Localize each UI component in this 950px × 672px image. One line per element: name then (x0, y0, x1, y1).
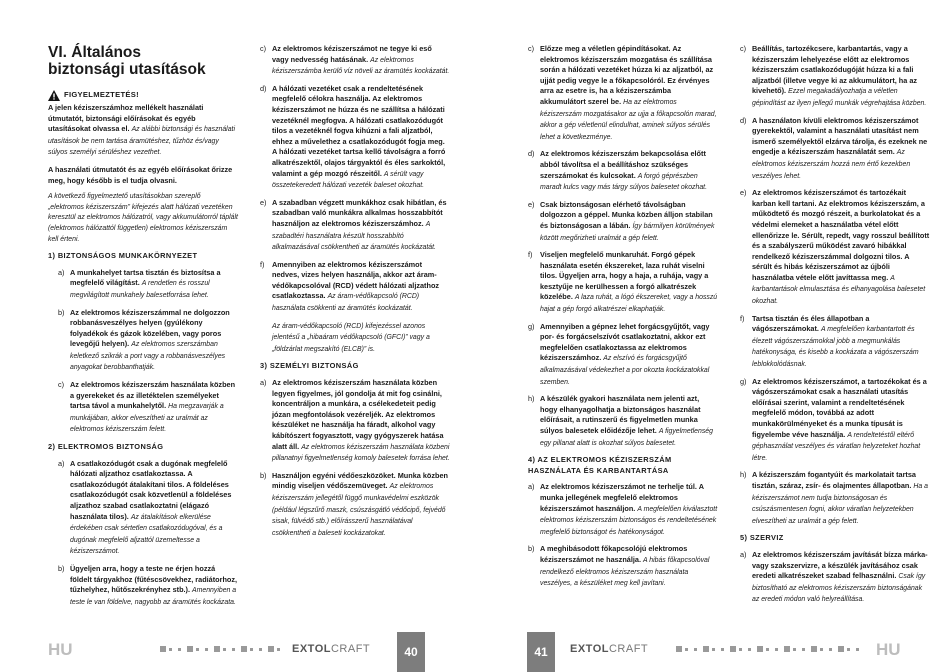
footer-dot (775, 648, 778, 651)
list-item (260, 378, 450, 465)
item-italic: Az elektromos kéziszerszám jellegétől függő munkavédelmi eszközök (például légszűrő maszk, csúszásgátló védőcipő, fejvédő sisak, fülvédő stb.) előírásszerű használatával csökkentheti a baleseti kockázatokat. (272, 483, 446, 537)
item-letter: c) (740, 44, 747, 53)
list-item (260, 471, 450, 540)
footer-dot (730, 646, 736, 652)
item-italic: Így bármilyen körülmények között megőrizheti uralmát a gép felett. (540, 222, 715, 242)
item-letter: c) (58, 380, 65, 390)
item-bold: Az elektromos kéziszerszám bekapcsolása előtt abból távolítsa el a beállításhoz szükséges szerszámokat és kulcsokat. (540, 149, 706, 180)
item-letter: a) (740, 549, 747, 559)
item-letter: e) (260, 197, 267, 207)
item-bold: A meghibásodott főkapcsolójú elektromos kéziszerszámot ne használja. (540, 544, 688, 564)
list-item (740, 550, 930, 606)
footer-dot (685, 648, 688, 651)
item-bold: Ügyeljen arra, hogy a teste ne érjen hozzá földelt tárgyakhoz (fűtéscsövekhez, radiátorhoz, tűzhelyhez, hűtőszekrényhez stb.). (70, 563, 238, 595)
footer-dot (205, 648, 208, 651)
footer-dot (277, 648, 280, 651)
item-italic: A megfelelően karbantartott és élezett vágószerszámokkal jobb a megmunkálás hatékonysága, és kisebb a kockázata a vágószerszám leblokkolódásnak. (752, 326, 919, 369)
footer-dot (820, 648, 823, 651)
section-2-title: 2) ELEKTROMOS BIZTONSÁG (48, 442, 164, 452)
section-4-title: 4) AZ ELEKTROMOS KÉZISZERSZÁM HASZNÁLATA ÉS KARBANTARTÁSA (528, 455, 672, 475)
list-item (528, 322, 718, 389)
item-italic: A sérült vagy összetekeredett hálózati vezeték baleset okozhat. (272, 170, 425, 190)
footer-dot (721, 648, 724, 651)
item-italic: Az elektromos kéziszerszám hozzá nem értő kezekben veszélyes lehet. (752, 149, 911, 180)
item-italic: Az átalakítások elkerülése érdekében csak sértetlen csatlakozódugóval, és a dugónak megfelelő aljzattól üzemeltesse a kéziszerszámot. (70, 513, 223, 556)
item-bold: A hálózati vezetéket csak a rendeltetésének megfelelő célokra használja. Az elektromos kéziszerszámot ne húzza és ne szállítsa a hálózati vezetéknél megfogva. A hálózati csatlakozódugót tilos a vezetéknél fogva kihúzni a fali aljzatból, ehhez a művelethez a csatlakozódugót fogja meg. A hálózati vezetéket tartsa kellő távolságra a forró alkatrészektől, olajos tárgyaktól és éles sarkoktól, valamint a gép mozgó részeitől. (272, 83, 446, 178)
list-item (260, 44, 450, 78)
footer-dot (676, 646, 682, 652)
brand-logo-right (570, 643, 648, 655)
item-bold: Az elektromos kéziszerszám használata közben legyen figyelmes, jól gondolja át mit fog csinálni, koncentráljon a munkára, a csélekedeteit pedig józan megfontolások vezéreljék. Az elektromos készüléket ne használja ha fáradt, alkohol vagy kábítószert fogyasztott, vagy gyógyszerek hatása alatt áll. (272, 378, 444, 451)
intro-bold: A jelen kéziszerszámhoz mellékelt használati útmutatót, biztonsági előírásokat és egyéb utasításokat olvassa el. (48, 103, 204, 134)
item-italic: A figyelmetlenség egy pillanat alatt is okozhat súlyos balesetet. (540, 428, 713, 447)
item-italic: Az áram-védőkapcsoló (RCD) használata csökkenti az áramütés kockázatát. (272, 293, 420, 313)
list-item (48, 268, 238, 302)
list-item (528, 544, 718, 589)
item-letter: a) (260, 378, 267, 388)
item-italic: Ha megzavarják a munkájában, akkor elveszítheti az uralmát az elektromos kéziszerszám felett. (70, 403, 224, 434)
item-letter: f) (260, 259, 265, 269)
item-bold: Amennyiben a gépnez lehet forgácsgyűjtőt, vagy por- és forgácselszívót csatlakoztatni, akkor ezt megfelelően csatlakoztassa az elektromos kéziszerszámhoz. (540, 321, 710, 363)
item-bold: A kéziszerszám fogantyúit és markolatait tartsa tisztán, száraz, zsír- és olajmentes állapotban. (752, 470, 916, 490)
item-bold: Csak biztonságosan elérhető távolságban dolgozzon a géppel. Munka közben álljon stabilan és biztonságosan a lábán. (540, 199, 713, 230)
item-letter: b) (58, 307, 65, 317)
brand-bold: EXTOL (292, 643, 331, 655)
left-page-column-1 (48, 44, 238, 614)
section-3-title: 3) SZEMÉLYI BIZTONSÁG (260, 361, 359, 371)
list-item (528, 200, 718, 244)
item-italic: A hibás főkapcsolóval rendelkező elektromos kéziszerszám használata veszélyes, a készüléket meg kell javítani. (540, 556, 710, 588)
footer-dot (847, 648, 850, 651)
list-item (740, 116, 930, 183)
item-letter: e) (528, 199, 535, 209)
item-italic: Ezzel megakadályozhatja a véletlen gépindítást az ilyen jellegű munkák végrehajtása közben. (752, 88, 927, 107)
page-number-left: 40 (397, 632, 425, 672)
footer-dot (214, 646, 220, 652)
footer-dot (694, 648, 697, 651)
footer-dot (178, 648, 181, 651)
item-letter: d) (528, 149, 535, 159)
item-italic: A megfelelően kiválasztott elektromos kéziszerszám biztonságos és rendeltetésének megfelelő biztonságot és hatékonyságot. (540, 505, 718, 536)
footer-dot (802, 648, 805, 651)
item-bold: Az elektromos kéziszerszám használata közben a gyerekeket és az illetéktelen személyeket tartsa távol a munkahelytől. (70, 380, 236, 411)
brand-bold: EXTOL (570, 643, 609, 655)
item-bold: A csatlakozódugót csak a dugónak megfelelő hálózati aljzathoz csatlakoztassa. A csatlakozódugót átalakítani tilos. A földeléses csatlakozódugót csak közvetlenül a földeléses aljzathoz szabad csatlakoztatni (elágazó használata tilos). (70, 458, 232, 521)
item-letter: a) (58, 267, 65, 277)
item-bold: Az elektromos kéziszerszám javítását bízza márka- vagy szakszervizre, a készülék javításához csak eredeti alkatrészeket szabad felhasználni. (752, 549, 928, 581)
title-line-1: VI. Általános (48, 44, 142, 61)
list-item (528, 149, 718, 193)
list-item (260, 260, 450, 315)
item-letter: a) (528, 482, 535, 492)
right-page-column-2 (740, 44, 930, 612)
definition-text: A következő figyelmeztető utasításokban szereplő „elektromos kéziszerszám” kifejezés alatt hálózati vezetéken keresztül az elektromos hálózatról, vagy akkumulátorról táplált (elektromos hálózattól független) elektromos kéziszerszám kell érteni. (48, 193, 238, 243)
footer-dot (241, 646, 247, 652)
item-bold: A szabadban végzett munkákhoz csak hibátlan, és szabadban való munkákra alkalmas hosszabbítót használjon az elektromos kéziszerszámhoz. (272, 197, 447, 228)
item-bold: A munkahelyet tartsa tisztán és biztosítsa a megfelelő világítást. (70, 267, 221, 288)
footer-dot (712, 648, 715, 651)
item-letter: h) (528, 394, 535, 404)
footer-dot (259, 648, 262, 651)
footer-dot (187, 646, 193, 652)
footer-dot (793, 648, 796, 651)
item-letter (260, 321, 272, 356)
brand-light: CRAFT (330, 643, 371, 655)
footer-dot (169, 648, 172, 651)
list-item (48, 459, 238, 558)
footer-dot (811, 646, 817, 652)
list-item (48, 564, 238, 608)
list-item (260, 198, 450, 254)
item-letter: e) (740, 188, 747, 198)
warning-label: FIGYELMEZTETÉS! (64, 90, 139, 100)
item-bold: Az elektromos kéziszerszámot ne tegye ki eső vagy nedvesség hatásának. (272, 44, 432, 64)
list-item (740, 44, 930, 110)
list-item (528, 482, 718, 538)
item-italic: Az áram-védőkapcsoló (RCD) kifejezéssel azonos jelentésű a „hibaáram védőkapcsoló (GFCI)” vagy a „földzárlat megszakító (ELCB)” is. (272, 322, 430, 353)
section-5-title: 5) SZERVIZ (740, 533, 784, 543)
brand-logo-left (292, 643, 370, 655)
item-bold: Viseljen megfelelő munkaruhát. Forgó gépek használata esetén ékszereket, laza ruhát viselni tilos. Ügyeljen arra, hogy a haja, a ruhája, vagy a kesztyűje ne kerülhessen a forgó alkatrészek közelébe. (540, 250, 709, 302)
item-letter: c) (260, 44, 267, 53)
warning-icon (48, 90, 60, 101)
item-italic: Az elektromos szerszámban keletkező szikrák a port vagy a robbanásveszélyes anyagokat berobbanthatják. (70, 341, 226, 372)
list-item (528, 44, 718, 143)
footer-dot (196, 648, 199, 651)
item-italic: A rendetlen és rosszul megvilágított munkahely balesetforrása lehet. (70, 280, 210, 299)
item-letter: f) (740, 313, 745, 323)
item-bold: Az elektromos kéziszerszámmal ne dolgozzon robbanásveszélyes helyen (gyúlékony folyadékok és gázok közelében, vagy poros levegőjű helyen). (70, 307, 230, 349)
item-italic: A laza ruhát, a lógó ékszereket, vagy a hosszú hajat a gép forgó alkatrészei elkaphatják. (540, 294, 718, 314)
footer-dot (739, 648, 742, 651)
item-italic: A karbantartások elmulasztása és elhanyagolása balesetet okozhat. (752, 274, 926, 306)
left-page-column-2 (260, 44, 450, 545)
list-item (740, 188, 930, 308)
item-italic: Az elektromos kéziszerszámba kerülő víz növeli az áramütés kockázatát. (272, 56, 450, 76)
item-italic: Az elszívó és forgácsgyűjtő alkalmazásával védekezhet a por okozta kockázatokkal szemben. (540, 355, 710, 386)
item-italic: A forgó géprészben maradt kulcs vagy más tárgy súlyos balesetet okozhat. (540, 172, 707, 192)
list-item (740, 470, 930, 527)
footer-dot (223, 648, 226, 651)
item-letter: g) (528, 321, 535, 331)
item-bold: Az elektromos kéziszerszámot, a tartozékokat és a vágószerszámokat csak a használati utasítás előírásai szerint, valamint a rendeltetésének megfelelő módon, továbbá az adott munkakörülményeket és a munka típusát is figyelembe véve használja. (752, 376, 927, 439)
intro-italic: Az alábbi biztonsági és használati utasítások be nem tartása áramütéshez, tűzhöz és/vagy súlyos személyi sérüléshez vezethet. (48, 126, 235, 157)
item-italic: Ha az elektromos kéziszerszám mozgatásakor az ujja a főkapcsolón marad, akkor a gép véletlenül elindulhat, aminek súlyos sérülés lehet a következménye. (540, 98, 717, 141)
warning-heading (48, 90, 238, 101)
title-line-2: biztonsági utasítások (48, 61, 206, 78)
list-item (528, 394, 718, 449)
list-item (740, 314, 930, 371)
footer-dot (856, 648, 859, 651)
item-letter: c) (528, 44, 535, 53)
footer-dot (766, 648, 769, 651)
right-page-column-1 (528, 44, 718, 596)
intro-paragraph (48, 103, 238, 159)
footer-dot (784, 646, 790, 652)
item-letter: a) (58, 458, 65, 468)
item-letter: g) (740, 376, 747, 386)
item-italic: Ha a kéziszerszámot nem tudja biztonságosan és csúszásmentesen fogni, akkor váratlan helyzetekben elveszítheti az uralmát a gép felett. (752, 482, 928, 525)
footer-dot (250, 648, 253, 651)
item-letter: b) (58, 563, 65, 573)
brand-light: CRAFT (608, 643, 649, 655)
footer-dot (703, 646, 709, 652)
page-number-right: 41 (527, 632, 555, 672)
item-bold: Az elektromos kéziszerszámot és tartozékait karban kell tartani. Az elektromos kéziszerszám, a működtető és mozgó részeit, a burkolatokat és a védelmi elemeket a használatba vétel előtt ellenőrizze le. Sérült, repedt, vagy rosszul beállított és a szabályszerű működést zavaró hibákkal rendelkező kéziszerszámmal dolgozni tilos. A sérült és hibás kéziszerszámot az újbóli használatba vétele előtt javíttassa meg. (752, 188, 930, 282)
footer-dot (748, 648, 751, 651)
item-italic: A szabadtéri használatra készült hosszabbító alkalmazásával csökkentheti az áramütés kockázatát. (272, 220, 436, 252)
item-bold: Az elektromos kéziszerszámot ne terhelje túl. A munka jellegének megfelelő elektromos kéziszerszámot használjon. (540, 482, 704, 513)
item-italic: Csak így biztosítható az elektromos kéziszerszám biztonságának az eredeti módon való helyreállítása. (752, 573, 926, 604)
item-letter: f) (528, 250, 533, 260)
keep-instructions: A használati útmutatót és az egyéb előírásokat őrizze meg, hogy később is el tudja olvasni. (48, 164, 233, 185)
item-letter: b) (528, 544, 535, 554)
item-bold: Használjon egyéni védőeszközöket. Munka közben mindig viseljen védőszemüveget. (272, 470, 448, 491)
item-bold: A használaton kívüli elektromos kéziszerszámot gyerekektől, valamint a használati utasítást nem ismerő személyektől elzárva tárolja, és ezeknek ne engedje a kéziszerszám használatát sem. (752, 115, 928, 157)
footer-dot (757, 646, 763, 652)
list-item (48, 308, 238, 375)
item-letter: d) (740, 115, 747, 125)
footer-dot (232, 648, 235, 651)
list-item (740, 377, 930, 465)
section-1-title: 1) BIZTONSÁGOS MUNKAKÖRNYEZET (48, 251, 198, 261)
list-item (48, 380, 238, 436)
item-letter: b) (260, 470, 267, 480)
item-italic: A rendeltetéstől eltérő géphasználat veszélyes és váratlan helyzeteket hozhat létre. (752, 431, 921, 462)
item-italic: Az elektromos kéziszerszám használata közbeni pillanatnyi figyelmetlenség komoly balesetek forrása lehet. (272, 443, 450, 463)
footer-dot (838, 646, 844, 652)
item-bold: Tartsa tisztán és éles állapotban a vágószerszámokat. (752, 313, 870, 334)
list-item (528, 250, 718, 316)
list-item (260, 321, 450, 356)
footer-dot (268, 646, 274, 652)
footer-dot (829, 648, 832, 651)
item-bold: Amennyiben az elektromos kéziszerszámot nedves, vizes helyen használja, akkor azt áram-védőkapcsolóval (RCD) védett hálózati aljzathoz csatlakoztassa. (272, 259, 440, 301)
item-bold: Előzze meg a véletlen gépindításokat. Az elektromos kéziszerszám mozgatása és szállítása során a hálózati vezetéket húzza ki az aljzatból, az ujját pedig vegye le a főkapcsolóról. Ez érvényes arra az esetre is, ha a kéziszerszámba akkumulátort szerel be. (540, 44, 714, 106)
language-code-left: HU (48, 640, 73, 659)
item-letter: d) (260, 83, 267, 93)
item-italic: Amennyiben a teste le van földelve, nagyobb az áramütés kockázata. (70, 587, 237, 606)
page-title (48, 44, 238, 78)
list-item (260, 84, 450, 192)
item-bold: Beállítás, tartozékcsere, karbantartás, vagy a kéziszerszám lehelyezése előtt az elektromos kéziszerszám csatlakozódugóját húzza ki a fali aljzatból (illetve vegye ki az akkumulátort, ha az kivehető). (752, 44, 918, 96)
footer-dot (160, 646, 166, 652)
language-code-right: HU (876, 640, 901, 659)
item-bold: A készülék gyakori használata nem jelenti azt, hogy elhanyagolhatja a biztonságos használat előírásait, a rutinszerű és figyelmetlen munka súlyos balesetek előidézője lehet. (540, 394, 701, 435)
item-letter: h) (740, 470, 747, 480)
